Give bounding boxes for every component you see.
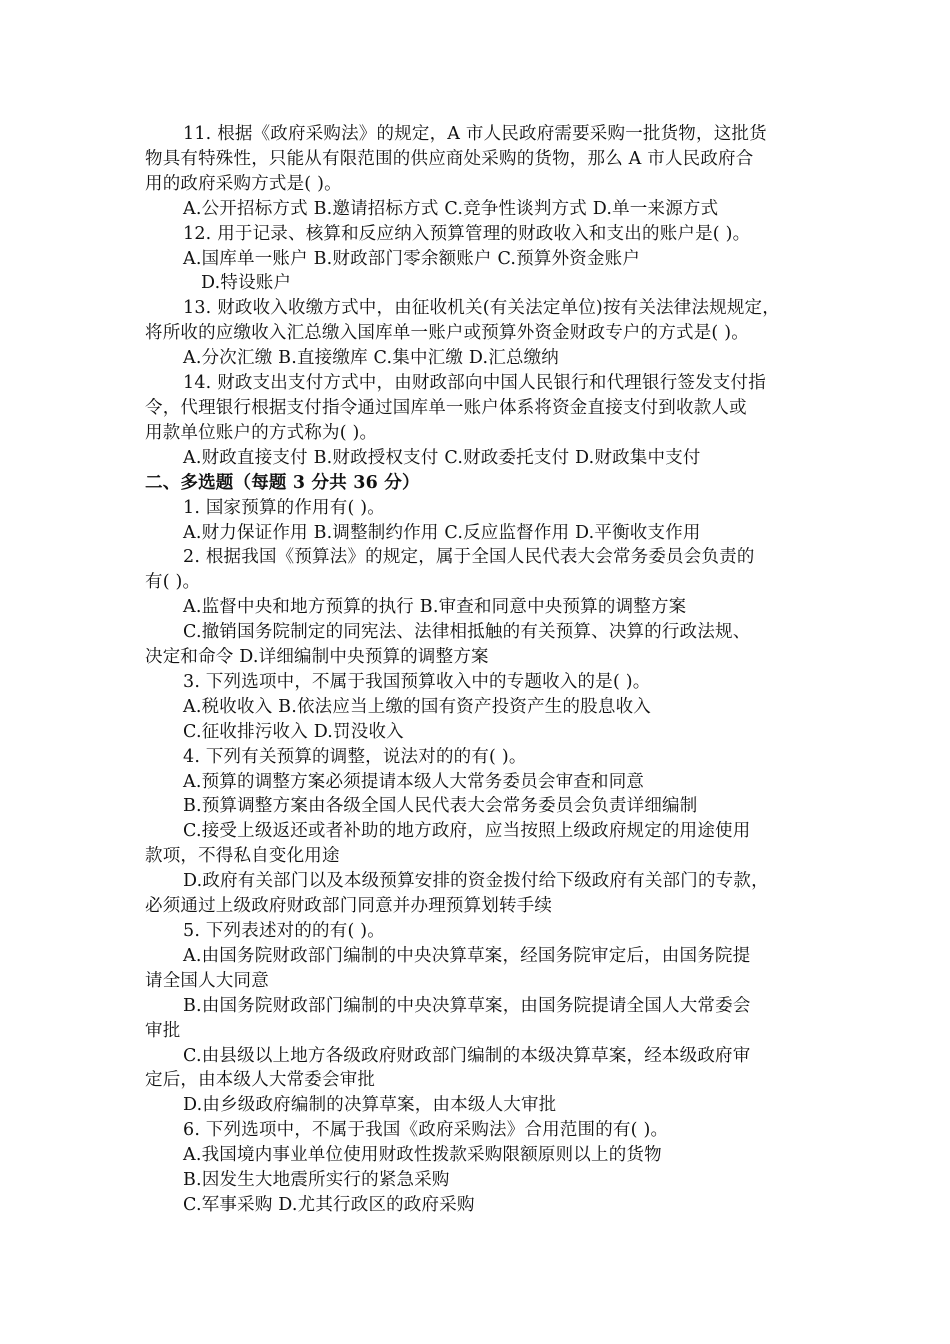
text-line: B.因发生大地震所实行的紧急采购 bbox=[183, 1170, 450, 1191]
text-line: A.财政直接支付 B.财政授权支付 C.财政委托支付 D.财政集中支付 bbox=[183, 447, 701, 468]
text-line: 3. 下列选项中，不属于我国预算收入中的专题收入的是( )。 bbox=[183, 671, 651, 692]
text-line: 14. 财政支出支付方式中，由财政部向中国人民银行和代理银行签发支付指 bbox=[183, 373, 766, 394]
text-line: C.接受上级返还或者补助的地方政府，应当按照上级政府规定的用途使用 bbox=[183, 821, 751, 842]
text-line: 13. 财政收入收缴方式中，由征收机关(有关法定单位)按有关法律法规规定， bbox=[183, 298, 780, 319]
text-line: D.政府有关部门以及本级预算安排的资金拨付给下级政府有关部门的专款， bbox=[183, 871, 769, 892]
text-line: A.财力保证作用 B.调整制约作用 C.反应监督作用 D.平衡收支作用 bbox=[183, 522, 701, 543]
text-line: C.撤销国务院制定的同宪法、法律相抵触的有关预算、决算的行政法规、 bbox=[183, 622, 751, 643]
text-line: 物具有特殊性，只能从有限范围的供应商处采购的货物，那么 A 市人民政府合 bbox=[145, 148, 754, 169]
text-line: A.分次汇缴 B.直接缴库 C.集中汇缴 D.汇总缴纳 bbox=[183, 348, 560, 369]
text-line: 令，代理银行根据支付指令通过国库单一账户体系将资金直接支付到收款人或 bbox=[145, 397, 747, 418]
text-line: A.预算的调整方案必须提请本级人大常务委员会审查和同意 bbox=[183, 771, 645, 792]
text-line: B.由国务院财政部门编制的中央决算草案，由国务院提请全国人大常委会 bbox=[183, 995, 751, 1016]
document-page bbox=[145, 122, 815, 1218]
text-line: 用款单位账户的方式称为( )。 bbox=[145, 422, 378, 443]
text-line: 款项，不得私自变化用途 bbox=[145, 846, 340, 867]
text-line: A.我国境内事业单位使用财政性拨款采购限额原则以上的货物 bbox=[183, 1145, 662, 1166]
text-line: 有( )。 bbox=[145, 572, 201, 593]
text-line: 4. 下列有关预算的调整，说法对的的有( )。 bbox=[183, 746, 527, 767]
text-line: A.监督中央和地方预算的执行 B.审查和同意中央预算的调整方案 bbox=[183, 597, 687, 618]
text-line: 将所收的应缴收入汇总缴入国库单一账户或预算外资金财政专户的方式是( )。 bbox=[145, 323, 749, 344]
text-line: 12. 用于记录、核算和反应纳入预算管理的财政收入和支出的账户是( )。 bbox=[183, 223, 751, 244]
text-line: C.征收排污收入 D.罚没收入 bbox=[183, 721, 404, 742]
text-line: D.由乡级政府编制的决算草案，由本级人大审批 bbox=[183, 1095, 557, 1116]
text-line: 1. 国家预算的作用有( )。 bbox=[183, 497, 385, 518]
text-line: 审批 bbox=[145, 1020, 181, 1041]
text-line: 请全国人大同意 bbox=[145, 970, 269, 991]
text-line: A.国库单一账户 B.财政部门零余额账户 C.预算外资金账户 bbox=[183, 248, 641, 269]
text-line: 决定和命令 D.详细编制中央预算的调整方案 bbox=[145, 647, 489, 668]
text-line: 用的政府采购方式是( )。 bbox=[145, 173, 342, 194]
text-line: 2. 根据我国《预算法》的规定，属于全国人民代表大会常务委员会负责的 bbox=[183, 547, 755, 568]
text-line: A.税收收入 B.依法应当上缴的国有资产投资产生的股息收入 bbox=[183, 696, 651, 717]
text-line: 5. 下列表述对的的有( )。 bbox=[183, 921, 385, 941]
text-line: C.由县级以上地方各级政府财政部门编制的本级决算草案，经本级政府审 bbox=[183, 1045, 751, 1066]
text-line: A.公开招标方式 B.邀请招标方式 C.竞争性谈判方式 D.单一来源方式 bbox=[183, 198, 719, 219]
text-line: 必须通过上级政府财政部门同意并办理预算划转手续 bbox=[145, 896, 553, 917]
text-line: B.预算调整方案由各级全国人民代表大会常务委员会负责详细编制 bbox=[183, 796, 698, 817]
text-line: 定后，由本级人大常委会审批 bbox=[145, 1070, 376, 1091]
text-line: 6. 下列选项中，不属于我国《政府采购法》合用范围的有( )。 bbox=[183, 1120, 669, 1141]
text-line: 11. 根据《政府采购法》的规定，A 市人民政府需要采购一批货物，这批货 bbox=[183, 124, 767, 144]
text-line: C.军事采购 D.尤其行政区的政府采购 bbox=[183, 1194, 475, 1215]
section-heading: 二、多选题（每题 3 分共 36 分） bbox=[145, 472, 420, 493]
text-line: D.特设账户 bbox=[201, 273, 292, 294]
text-line: A.由国务院财政部门编制的中央决算草案，经国务院审定后，由国务院提 bbox=[183, 945, 751, 966]
